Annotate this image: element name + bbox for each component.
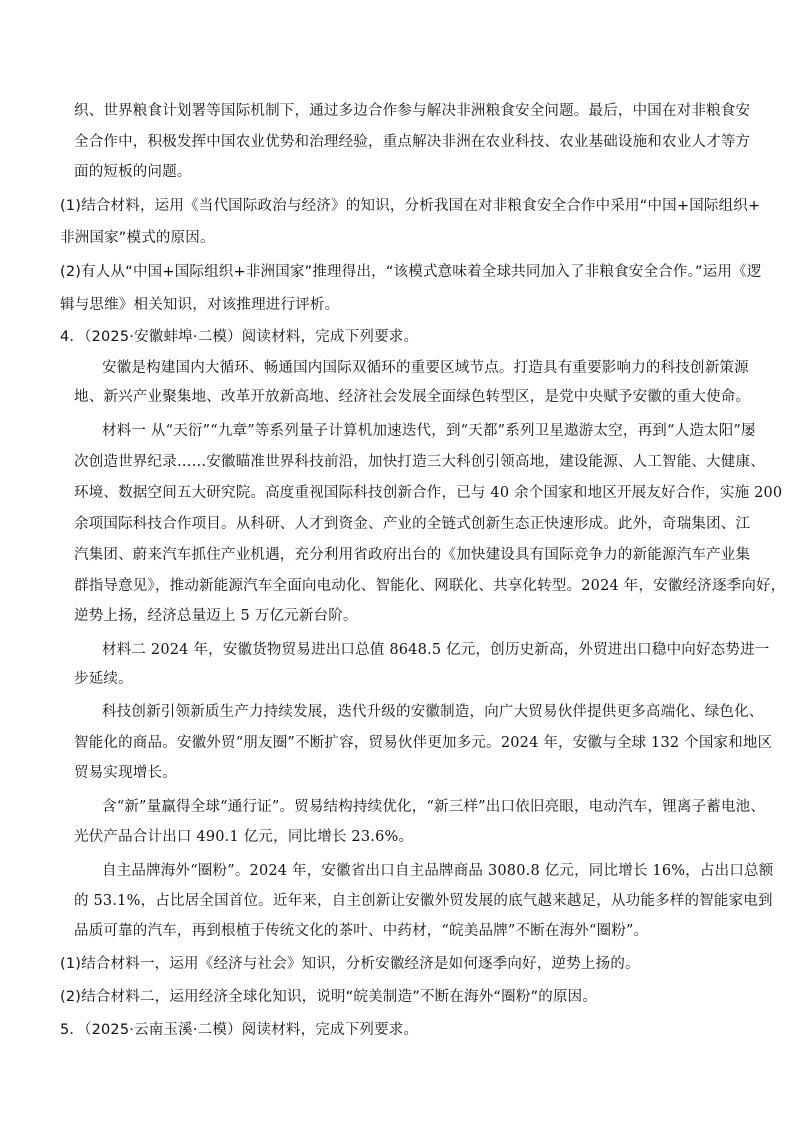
q4-material2-line: 步延续。 [74, 671, 133, 687]
q4-paragraph-line: 品质可靠的汽车，再到根植于传统文化的茶叶、中药材，“皖美品牌”不断在海外“圈粉”。 [74, 923, 649, 939]
q4-material2-line: 材料二 2024 年，安徽货物贸易进出口总值 8648.5 亿元，创历史新高，外贸进出口稳中向好态势进一 [102, 642, 770, 658]
q3-text-line: 织、世界粮食计划署等国际机制下，通过多边合作参与解决非洲粮食安全问题。最后，中国在对非粮食安 [74, 103, 751, 119]
q4-paragraph-line: 科技创新引领新质生产力持续发展，迭代升级的安徽制造，向广大贸易伙伴提供更多高端化、绿色化、 [102, 704, 764, 720]
q3-question-2: (2)有人从“中国+国际组织+非洲国家”推理得出，“该模式意味着全球共同加入了非粮食安全合作。”运用《逻 [60, 264, 762, 280]
q3-question-1-cont: 非洲国家”模式的原因。 [60, 230, 215, 246]
q4-paragraph-line: 智能化的商品。安徽外贸“朋友圈”不断扩容，贸易伙伴更加多元。2024 年，安徽与全球 132 个国家和地区 [74, 735, 773, 751]
q4-header: 4．（2025·安徽蚌埠·二模）阅读材料，完成下列要求。 [60, 329, 419, 345]
q4-material1-line: 环境、数据空间五大研究院。高度重视国际科技创新合作，已与 40 余个国家和地区开展友好合作，实施 200 [74, 485, 783, 501]
q3-text-line: 全合作中，积极发挥中国农业优势和治理经验，重点解决非洲在农业科技、农业基础设施和农业人才等方 [74, 134, 751, 150]
q4-paragraph-line: 含“新”量赢得全球“通行证”。贸易结构持续优化，“新三样”出口依旧亮眼，电动汽车，锂离子蓄电池、 [102, 799, 766, 815]
q4-material1-line: 余项国际科技合作项目。从科研、人才到资金、产业的全链式创新生态正快速形成。此外，奇瑞集团、江 [74, 516, 751, 532]
q4-paragraph-line: 自主品牌海外“圈粉”。2024 年，安徽省出口自主品牌商品 3080.8 亿元，同比增长 16%，占出口总额 [102, 863, 774, 879]
q5-header: 5．（2025·云南玉溪·二模）阅读材料，完成下列要求。 [60, 1022, 419, 1038]
q3-question-2-cont: 辑与思维》相关知识，对该推理进行评析。 [60, 297, 340, 313]
q4-paragraph-line: 的 53.1%，占比居全国首位。近年来，自主创新让安徽外贸发展的底气越来越足，从功能多样的智能家电到 [74, 893, 773, 909]
q4-paragraph-line: 贸易实现增长。 [74, 765, 177, 781]
q4-material1-line: 逆势上扬，经济总量迈上 5 万亿元新台阶。 [74, 608, 358, 624]
q3-question-1: (1)结合材料，运用《当代国际政治与经济》的知识，分析我国在对非粮食安全合作中采用“中国+国际组织+ [60, 198, 761, 214]
q3-text-line: 面的短板的问题。 [74, 164, 192, 180]
q4-material1-line: 群指导意见》，推动新能源汽车全面向电动化、智能化、网联化、共享化转型。2024 年，安徽经济逐季向好， [74, 578, 786, 594]
q4-question-2: (2)结合材料二，运用经济全球化知识，说明“皖美制造”不断在海外“圈粉”的原因。 [60, 989, 598, 1005]
q4-intro-line: 地、新兴产业聚集地、改革开放新高地、经济社会发展全面绿色转型区，是党中央赋予安徽的重大使命。 [74, 389, 751, 405]
q4-material1-line: 材料一 从“天衍”“九章”等系列量子计算机加速迭代，到“天都”系列卫星遨游太空，再到“人造太阳”屡 [102, 423, 756, 439]
q4-paragraph-line: 光伏产品合计出口 490.1 亿元，同比增长 23.6%。 [74, 829, 414, 845]
q4-question-1: (1)结合材料一，运用《经济与社会》知识，分析安徽经济是如何逐季向好，逆势上扬的。 [60, 956, 640, 972]
q4-material1-line: 次创造世界纪录……安徽瞄准世界科技前沿，加快打造三大科创引领高地，建设能源、人工智能、大健康、 [74, 454, 765, 470]
q4-material1-line: 汽集团、蔚来汽车抓住产业机遇，充分利用省政府出台的《加快建设具有国际竞争力的新能源汽车产业集 [74, 547, 751, 563]
q4-intro-line: 安徽是构建国内大循环、畅通国内国际双循环的重要区域节点。打造具有重要影响力的科技创新策源 [102, 360, 749, 376]
